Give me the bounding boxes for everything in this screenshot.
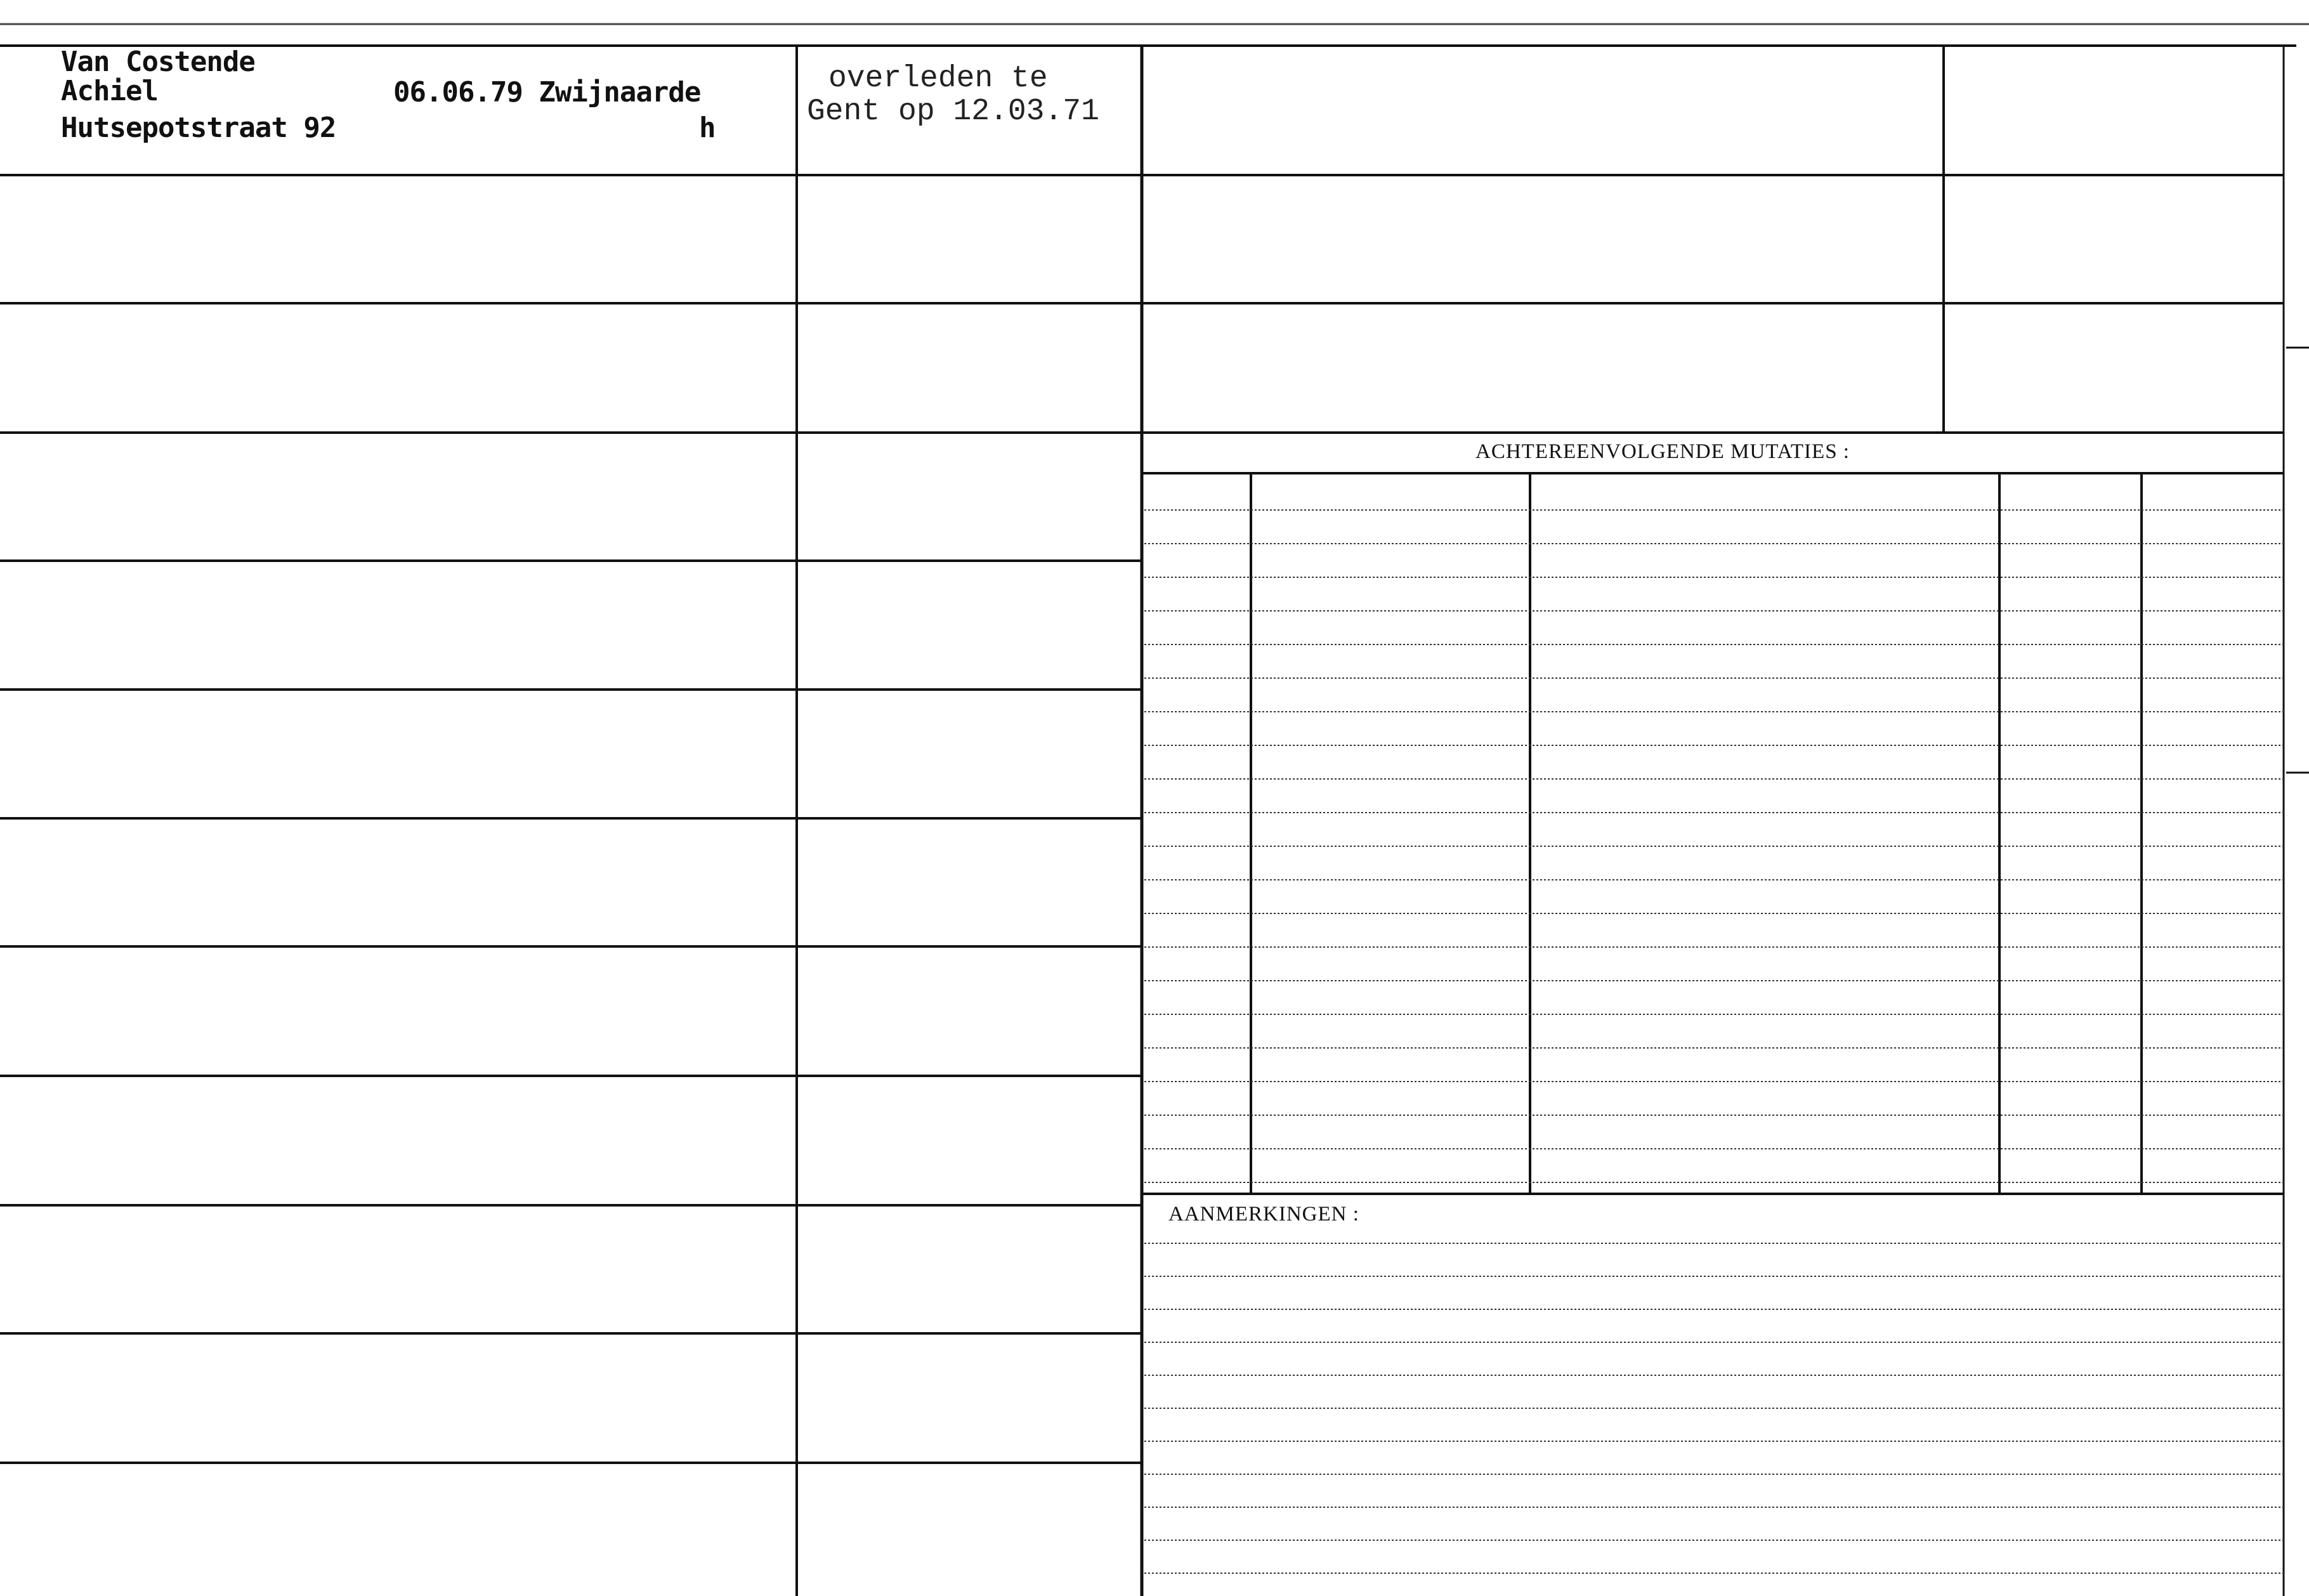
address-text: Hutsepotstraat 92 (61, 112, 336, 144)
first-name-text: Achiel (61, 75, 158, 107)
left-row-rules (0, 175, 1142, 1463)
remarks-dotted-lines (1144, 1243, 2284, 1573)
death-text-line-2: Gent op 12.03.71 (807, 95, 1099, 129)
right-upper-rules (1142, 175, 2284, 433)
sex-text: h (699, 112, 716, 144)
mutations-dotted-lines (1144, 510, 2284, 1182)
death-text-line-1: overleden te (828, 62, 1048, 96)
mutations-heading: ACHTEREENVOLGENDE MUTATIES : (1475, 440, 1850, 463)
mutations-column-rules (1251, 473, 2142, 1194)
surname-text: Van Costende (61, 46, 255, 78)
remarks-heading: AANMERKINGEN : (1168, 1203, 1359, 1226)
birth-text: 06.06.79 Zwijnaarde (393, 76, 701, 108)
